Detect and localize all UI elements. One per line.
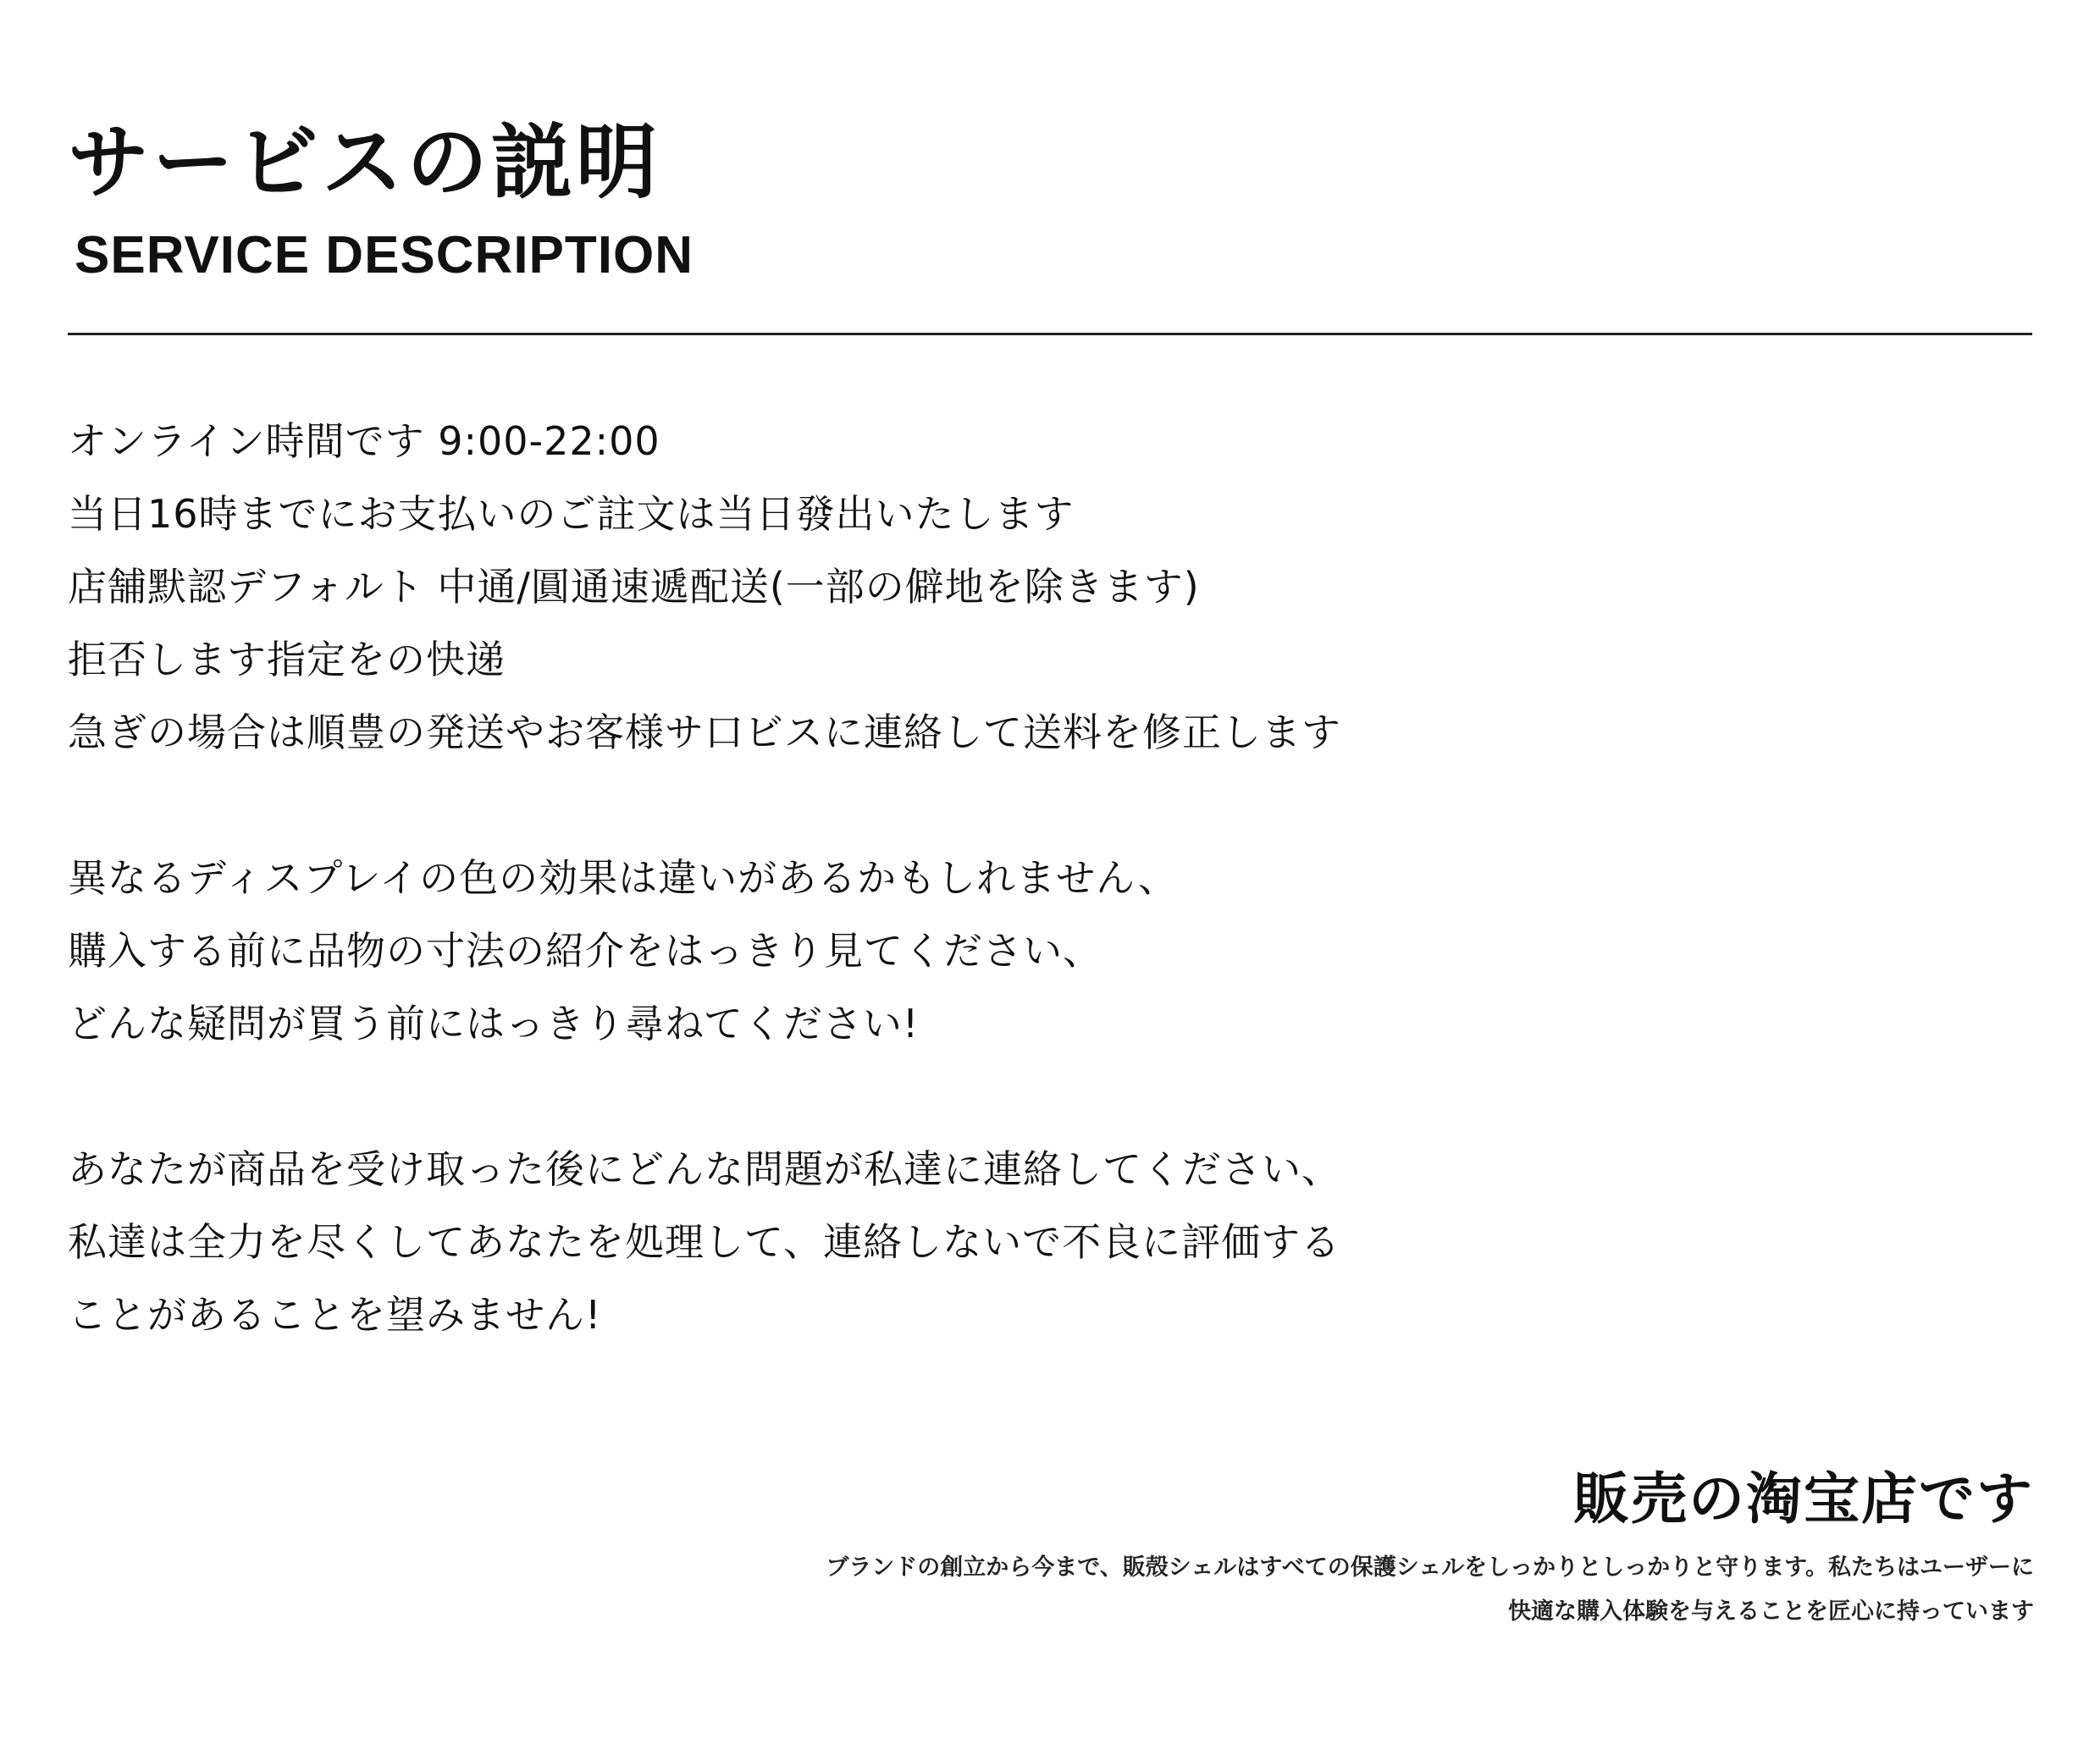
store-description-line: 快適な購入体験を与えることを匠心に持っています	[1508, 1598, 2034, 1625]
text-line: 急ぎの場合は順豊の発送やお客様サ口ビスに連絡して送料を修正します	[68, 709, 1341, 755]
text-line: 店舗默認デフォルト 中通/圓通速遞配送(一部の僻地を除きます)	[68, 564, 1200, 610]
text-line: あなたが商品を受け取った後にどんな問題が私達に連絡してください、	[68, 1146, 1341, 1192]
divider	[68, 333, 2032, 335]
display-color-paragraph	[68, 842, 2015, 1060]
page-title: サービスの説明	[68, 115, 660, 210]
store-description	[826, 1546, 2034, 1634]
text-line: 私達は全力を尽くしてあなたを処理して、連絡しないで不良に評価する	[68, 1219, 1341, 1265]
text-line: ことがあることを望みません!	[68, 1292, 602, 1338]
text-line: 当日16時までにお支払いのご註文は当日發出いたします	[68, 491, 1075, 537]
page-header	[68, 115, 694, 284]
shipping-info-paragraph	[68, 405, 2015, 769]
store-description-line: ブランドの創立から今まで、販殻シェルはすべての保護シェルをしっかりとしっかりと守ります。私たちはユーザーに	[826, 1554, 2034, 1581]
text-line: 購入する前に品物の寸法の紹介をはっきり見てください、	[68, 928, 1102, 974]
text-line: オンライン時間です 9:00-22:00	[68, 418, 660, 464]
text-line: 異なるディスプレイの色の効果は違いがあるかもしれません、	[68, 855, 1178, 901]
service-description-body	[68, 405, 2015, 1424]
text-line: どんな疑問が買う前にはっきり尋ねてください!	[68, 1001, 920, 1046]
store-footer	[826, 1466, 2034, 1634]
after-sales-paragraph	[68, 1133, 2015, 1351]
store-title: 販売の淘宝店です	[1573, 1466, 2034, 1532]
page-subtitle: SERVICE DESCRIPTION	[75, 225, 694, 284]
text-line: 拒否します指定をの快递	[68, 637, 506, 682]
